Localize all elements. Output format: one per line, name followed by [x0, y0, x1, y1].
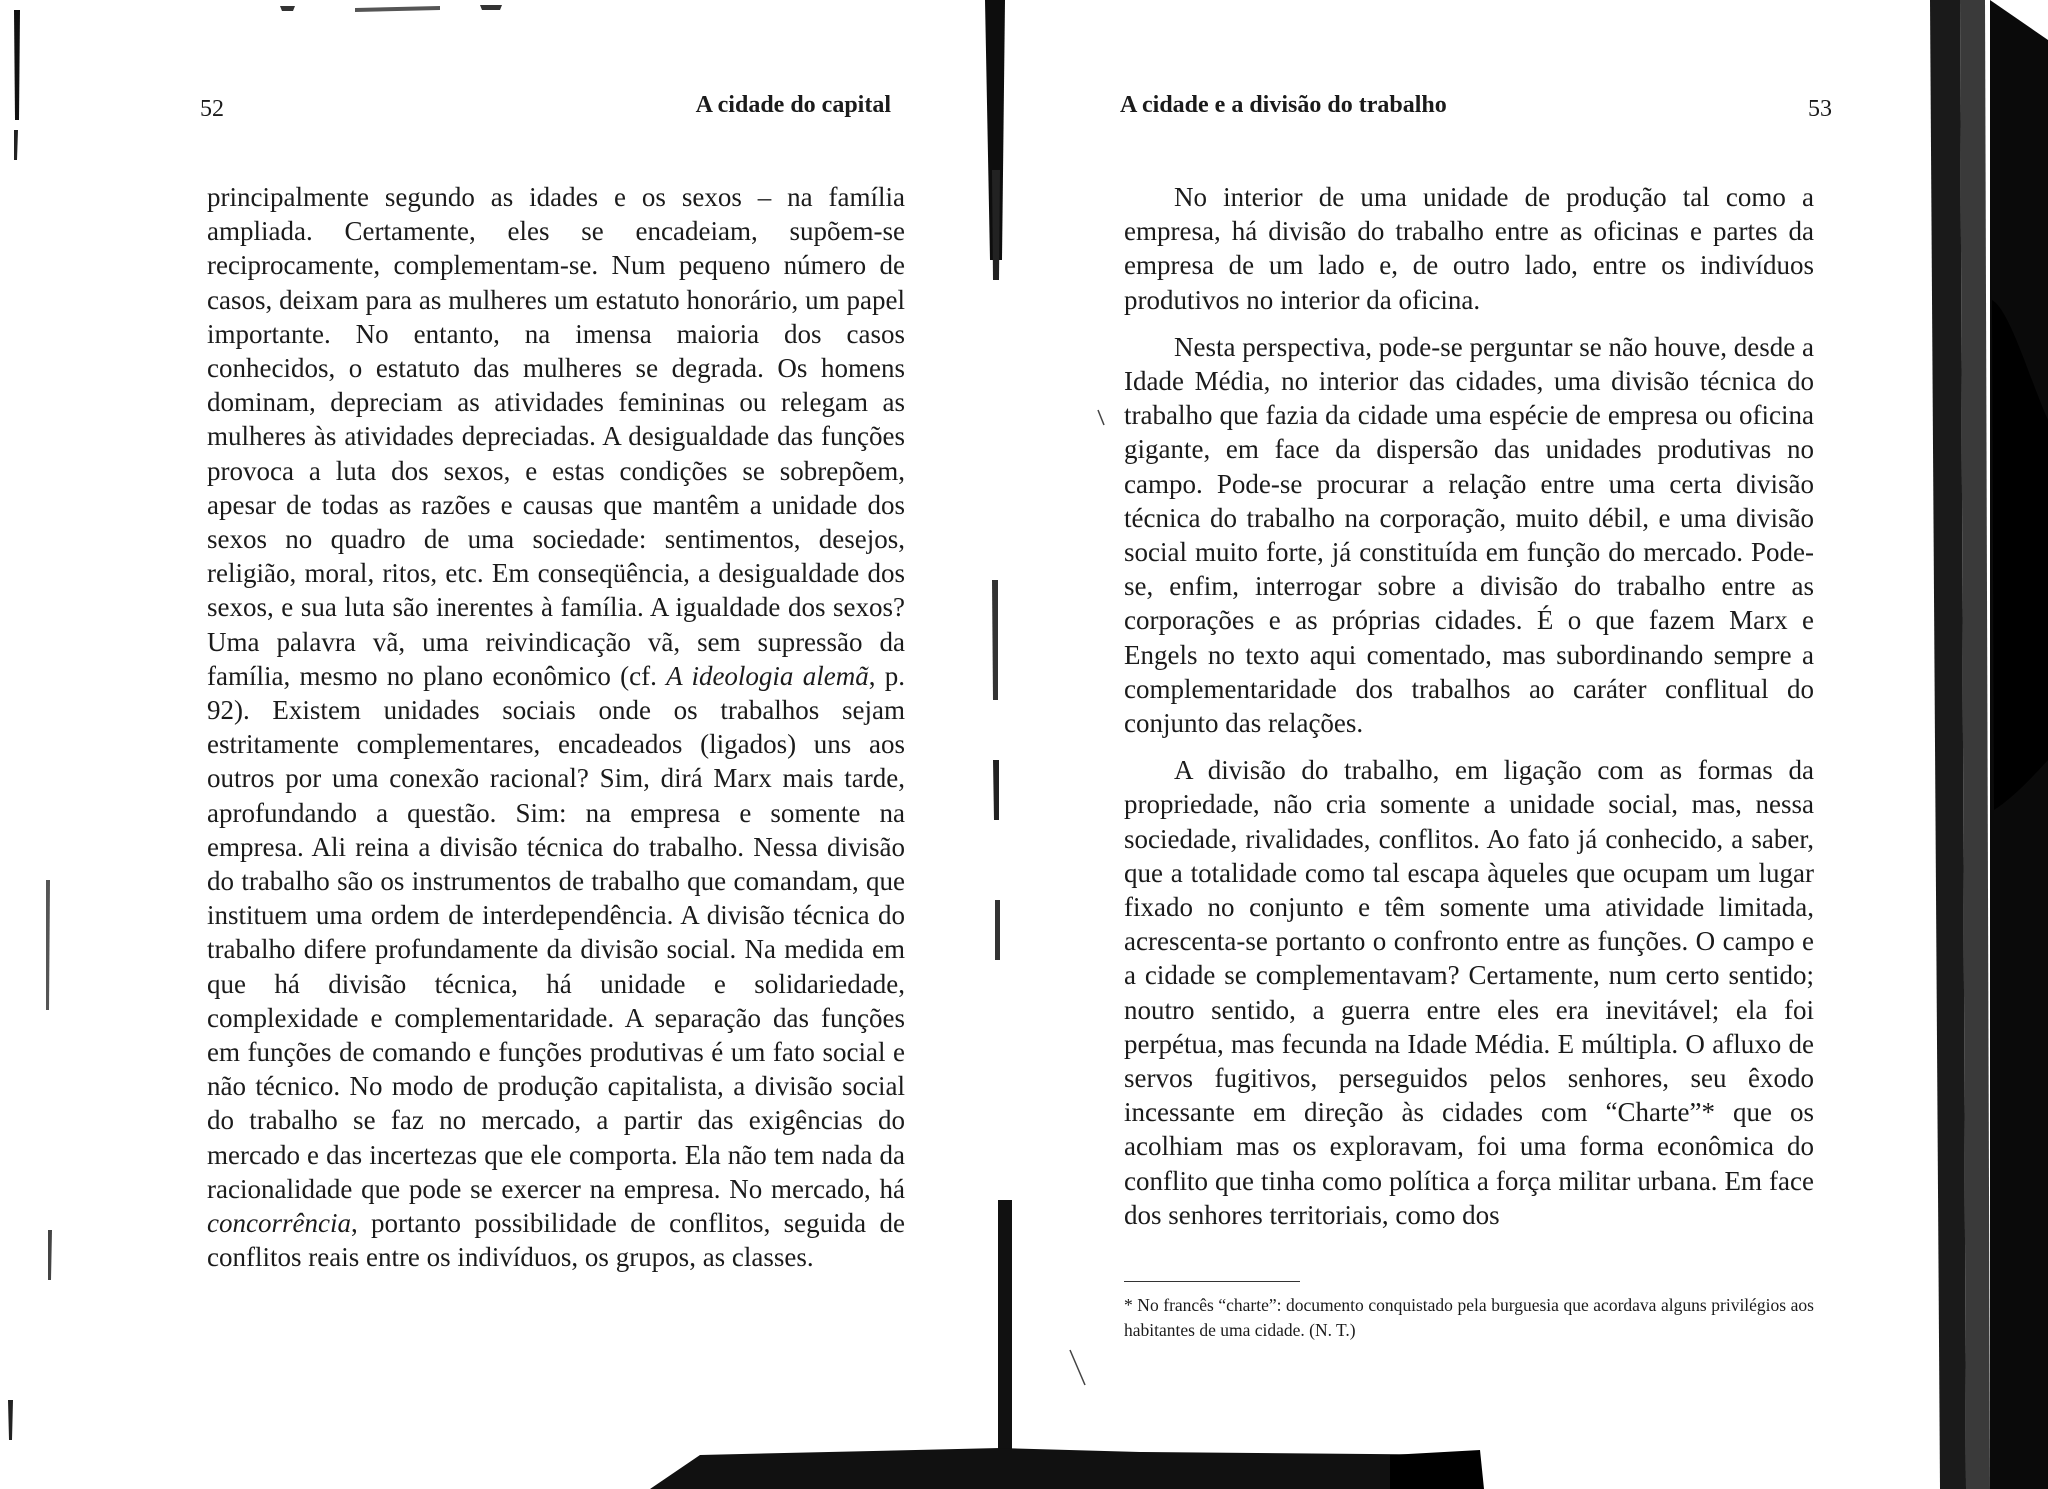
- gutter-shadow: [992, 580, 998, 700]
- italic-term: concorrência: [207, 1208, 351, 1239]
- body-text: [1124, 180, 1814, 1245]
- gutter-shadow: [995, 900, 1000, 960]
- text-run: , portanto possibilidade de conflitos, seguida de conflitos reais entre os indivíduos, os grupos, as classes.: [207, 1208, 905, 1273]
- gutter-shadow: [992, 170, 1000, 280]
- gutter-shadow: [998, 1200, 1012, 1489]
- page-number: 53: [1808, 96, 1832, 122]
- paragraph: Nesta perspectiva, pode-se perguntar se não houve, desde a Idade Média, no interior das cidades, uma divisão técnica do trabalho que fazia da cidade uma espécie de empresa ou oficina gigante, em face da dispersão das unidades produtivas no campo. Pode-se procurar a relação entre uma certa divisão técnica do trabalho na corporação, muito débil, e uma divisão social muito forte, já constituída em função do mercado. Pode-se, enfim, interrogar sobre a divisão do trabalho entre as corporações e as próprias cidades. É o que fazem Marx e Engels no texto aqui comentado, mas subordinando sempre a complementaridade dos trabalhos ao caráter conflitual do conjunto das relações.: [1124, 331, 1814, 739]
- gutter-shadow: [993, 760, 999, 820]
- page-number: 52: [200, 96, 224, 122]
- stray-mark: [1098, 410, 1104, 425]
- left-edge-mark: [14, 10, 20, 120]
- running-head: [195, 90, 915, 130]
- paragraph: No interior de uma unidade de produção tal como a empresa, há divisão do trabalho entre as oficinas e partes da empresa de um lado e, de outro lado, entre os indivíduos produtivos no interior da oficina.: [1124, 182, 1814, 315]
- body-text: [207, 180, 905, 1288]
- paragraph: [207, 180, 905, 1275]
- left-edge-mark: [14, 130, 18, 160]
- running-head-title: A cidade do capital: [695, 92, 891, 118]
- footnote: * No francês “charte”: documento conquistado pela burguesia que acordava alguns privilégios aos habitantes de uma cidade. (N. T.): [1124, 1295, 1814, 1340]
- left-edge-mark: [46, 880, 50, 1010]
- text-run: principalmente segundo as idades e os sexos – na família ampliada. Certamente, eles se encadeiam, supõem-se reciprocamente, complementam-se. Num pequeno número de casos, deixam para as mulheres um estatuto honorário, um papel importante. No entanto, na imensa maioria dos casos conhecidos, o estatuto das mulheres se degrada. Os homens dominam, depreciam as atividades femininas ou relegam as mulheres às atividades depreciadas. A desigualdade das funções provoca a luta dos sexos, e estas condições se sobrepõem, apesar de todas as razões e causas que mantêm a unidade dos sexos no quadro de uma sociedade: sentimentos, desejos, religião, moral, ritos, etc. Em conseqüência, a desigualdade dos sexos, e sua luta são inerentes à família. A igualdade dos sexos? Uma palavra vã, uma reivindicação vã, sem supressão da família, mesmo no plano econômico (cf.: [207, 182, 905, 691]
- italic-title: A ideologia alemã: [666, 660, 869, 691]
- footnote-rule: [1124, 1281, 1300, 1282]
- left-edge-mark: [48, 1230, 52, 1280]
- top-smudge: [480, 5, 502, 10]
- top-smudge: [355, 6, 440, 12]
- top-smudge: [280, 6, 295, 11]
- paragraph: A divisão do trabalho, em ligação com as formas da propriedade, não cria somente a unidade social, mas, nessa sociedade, rivalidades, conflitos. Ao fato já conhecido, a saber, que a totalidade como tal escapa àqueles que ocupam um lugar fixado no conjunto e têm somente uma atividade limitada, acrescenta-se portanto o confronto entre as funções. O campo e a cidade se complementavam? Certamente, num certo sentido; noutro sentido, a guerra entre eles era inevitável; ela foi perpétua, mas fecunda na Idade Média. E múltipla. O afluxo de servos fugitivos, perseguidos pelos senhores, seu êxodo incessante em direção às cidades com “Charte”* que os acolhiam mas os exploravam, foi uma forma econômica do conflito que tinha como política a força militar urbana. Em face dos senhores territoriais, como dos: [1124, 755, 1814, 1230]
- left-edge-mark: [8, 1400, 13, 1440]
- bottom-fold: [650, 1448, 1480, 1489]
- stray-mark: [1070, 1350, 1085, 1385]
- text-run: , p. 92). Existem unidades sociais onde os trabalhos sejam estritamente complementares, encadeados (ligados) uns aos outros por uma conexão racional? Sim, dirá Marx mais tarde, aprofundando a questão. Sim: na empresa e somente na empresa. Ali reina a divisão técnica do trabalho. Nessa divisão do trabalho são os instrumentos de trabalho que comandam, que instituem uma ordem de interdependência. A divisão técnica do trabalho difere profundamente da divisão social. Na medida em que há divisão técnica, há unidade e solidariedade, complexidade e complementaridade. A separação das funções em funções de comando e funções produtivas é um fato social e não técnico. No modo de produção capitalista, a divisão social do trabalho se faz no mercado, a partir das exigências do mercado e das incertezas que ele comporta. Ela não tem nada da racionalidade que pode se exercer na empresa. No mercado, há: [207, 660, 906, 1204]
- right-edge: [1930, 0, 1966, 1489]
- bottom-fold: [1390, 1450, 1484, 1489]
- running-head-title: A cidade e a divisão do trabalho: [1120, 92, 1447, 118]
- running-head: [1120, 90, 1832, 130]
